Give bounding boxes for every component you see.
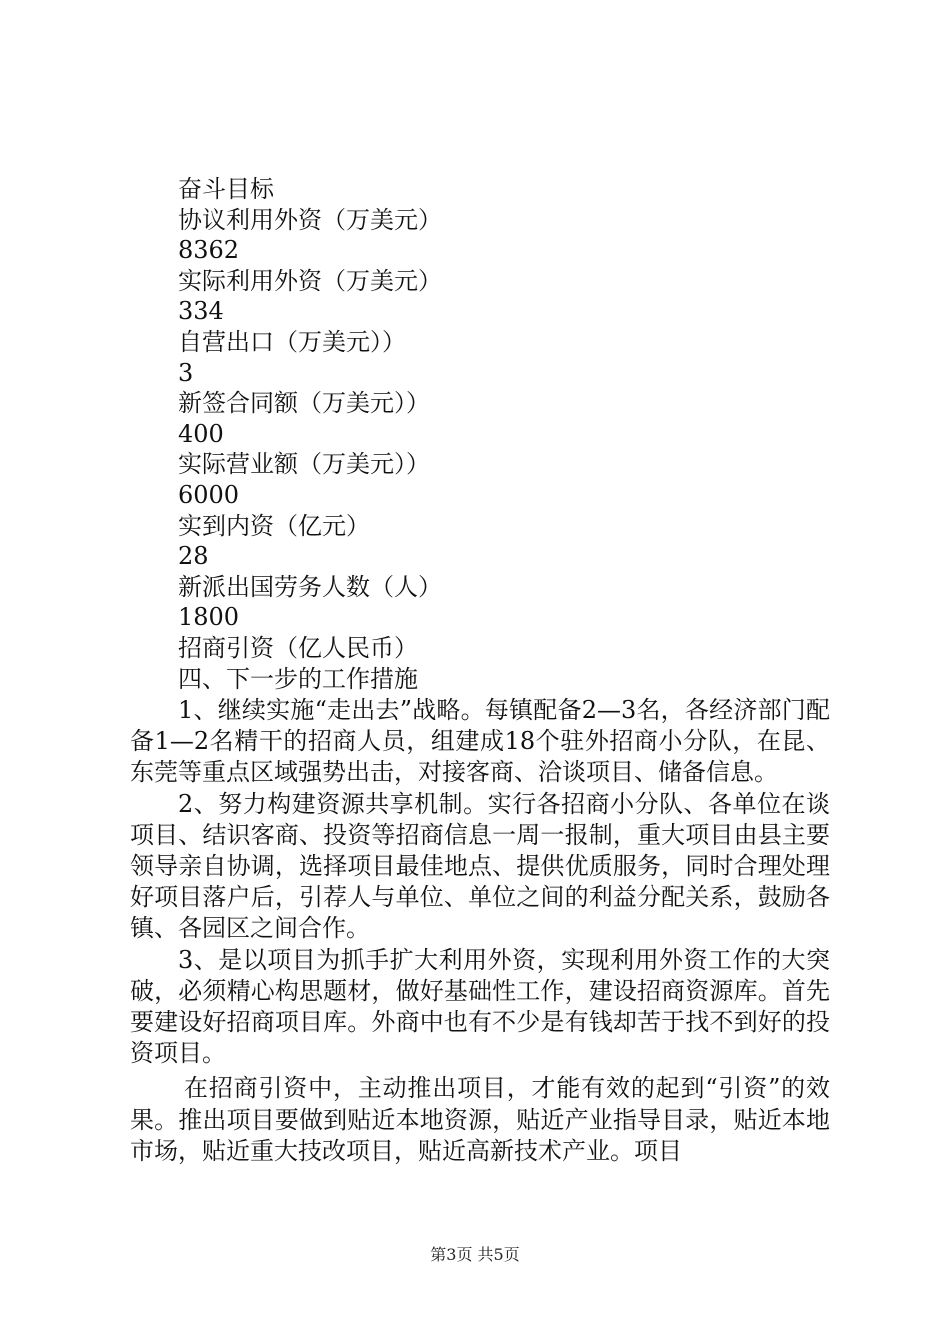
target-list-item: 334 [178, 297, 224, 326]
section-heading: 四、下一步的工作措施 [178, 664, 418, 693]
target-list-item: 协议利用外资（万美元） [178, 205, 442, 234]
paragraph-1: 1、继续实施“走出去”战略。每镇配备2—3名，各经济部门配备1—2名精干的招商人员，组建成18个驻外招商小分队，在昆、东莞等重点区域强势出击，对接客商、洽谈项目、储备信息。 [130, 696, 830, 787]
target-list-item: 实际利用外资（万美元） [178, 266, 442, 295]
paragraph-4: 在招商引资中，主动推出项目，才能有效的起到“引资”的效果。推出项目要做到贴近本地资源，贴近产业指导目录，贴近本地市场，贴近重大技改项目，贴近高新技术产业。项目 [130, 1074, 830, 1165]
target-list-item: 新签合同额（万美元）） [178, 389, 430, 418]
page-number-footer: 第3页 共5页 [430, 1245, 520, 1264]
body-text [130, 695, 830, 1167]
target-list-item: 招商引资（亿人民币） [178, 633, 418, 662]
target-list-item: 8362 [178, 236, 240, 265]
paragraph-3: 3、是以项目为抓手扩大利用外资，实现利用外资工作的大突破，必须精心构思题材，做好基础性工作，建设招商资源库。首先要建设好招商项目库。外商中也有不少是有钱却苦于找不到好的投资项目。 [130, 945, 830, 1068]
target-list-item: 1800 [178, 603, 240, 632]
target-list-item: 自营出口（万美元）） [178, 327, 406, 356]
target-list-item: 新派出国劳务人数（人） [178, 572, 442, 601]
target-list-item: 实到内资（亿元） [178, 511, 370, 540]
target-list-item: 奋斗目标 [178, 175, 274, 203]
target-list-item: 6000 [178, 480, 240, 509]
target-list-item: 实际营业额（万美元）） [178, 450, 430, 479]
target-list-item: 400 [178, 419, 224, 448]
target-list [178, 174, 838, 694]
target-list-item: 28 [178, 542, 209, 571]
paragraph-2: 2、努力构建资源共享机制。实行各招商小分队、各单位在谈项目、结识客商、投资等招商信息一周一报制，重大项目由县主要领导亲自协调，选择项目最佳地点、提供优质服务，同时合理处理好项目落户后，引荐人与单位、单位之间的利益分配关系，鼓励各镇、各园区之间合作。 [130, 789, 830, 943]
target-list-item: 3 [178, 358, 194, 387]
